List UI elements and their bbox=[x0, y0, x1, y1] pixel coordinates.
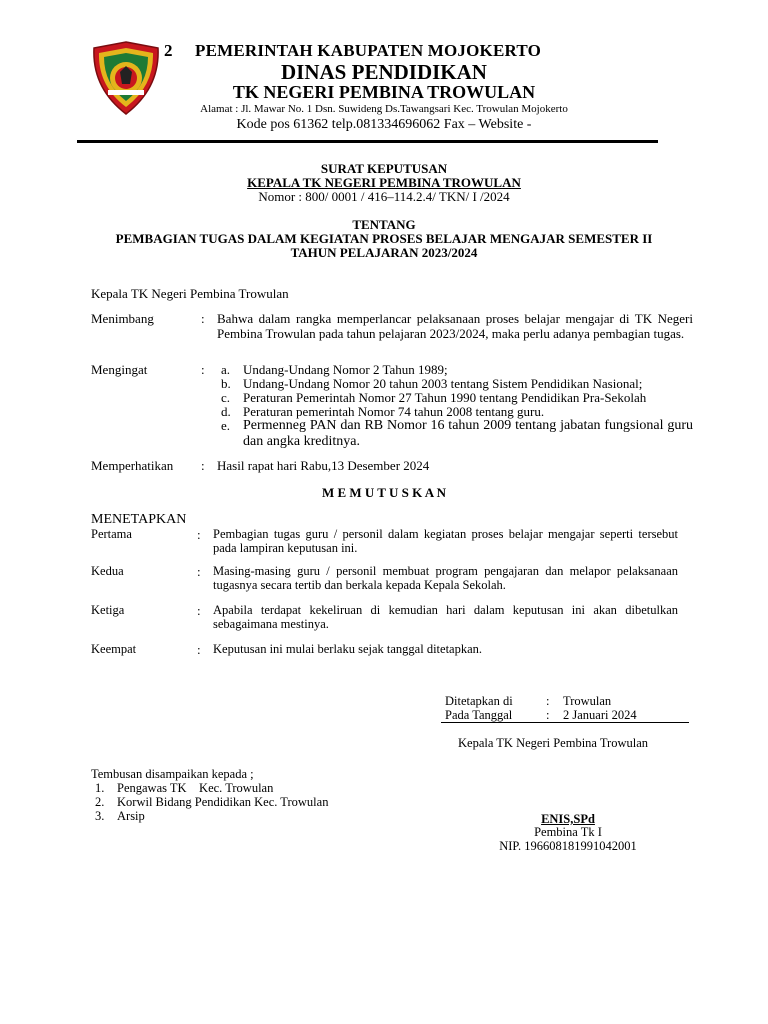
list-text: Arsip bbox=[117, 809, 145, 823]
list-marker: 2. bbox=[95, 795, 105, 809]
memperhatikan-text: Hasil rapat hari Rabu,13 Desember 2024 bbox=[217, 458, 430, 473]
decision-text: Keputusan ini mulai berlaku sejak tanggal ditetapkan. bbox=[213, 642, 483, 656]
list-text: Peraturan pemerintah Nomor 74 tahun 2008 tentang guru. bbox=[243, 404, 545, 419]
list-marker: c. bbox=[221, 390, 231, 405]
list-marker: b. bbox=[221, 376, 231, 391]
list-marker: d. bbox=[221, 404, 231, 419]
letterhead-department: DINAS PENDIDIKAN bbox=[281, 60, 487, 84]
decision-colon: : bbox=[197, 527, 201, 542]
menetapkan-label: MENETAPKAN bbox=[91, 512, 187, 527]
date-label: Pada Tanggal bbox=[445, 708, 513, 722]
menimbang-colon: : bbox=[201, 311, 205, 326]
decision-label: Keempat bbox=[91, 642, 137, 656]
place-value: Trowulan bbox=[563, 694, 612, 708]
list-text: Pengawas TK Kec. Trowulan bbox=[117, 781, 274, 795]
signer-title: Kepala TK Negeri Pembina Trowulan bbox=[458, 736, 649, 750]
enactment-divider bbox=[441, 722, 689, 723]
decision-label: Ketiga bbox=[91, 603, 125, 617]
place-colon: : bbox=[546, 694, 550, 708]
title-line1: SURAT KEPUTUSAN bbox=[320, 161, 448, 176]
list-text: Peraturan Pemerintah Nomor 27 Tahun 1990 tentang Pendidikan Pra-Sekolah bbox=[243, 390, 647, 405]
decision-colon: : bbox=[197, 564, 201, 579]
memperhatikan-label: Memperhatikan bbox=[91, 458, 174, 473]
decision-label: Pertama bbox=[91, 527, 132, 541]
letterhead-address: Alamat : Jl. Mawar No. 1 Dsn. Suwideng Ds.Tawangsari Kec. Trowulan Mojokerto bbox=[200, 103, 568, 115]
decision-text: Apabila terdapat kekeliruan di kemudian hari dalam keputusan ini akan dibetulkan sebagaimana mestinya. bbox=[213, 603, 678, 631]
signer-rank: Pembina Tk I bbox=[534, 825, 602, 839]
decision-label: Kedua bbox=[91, 564, 124, 578]
intro-line: Kepala TK Negeri Pembina Trowulan bbox=[91, 286, 289, 301]
list-text: Undang-Undang Nomor 2 Tahun 1989; bbox=[243, 362, 448, 377]
title-about: TENTANG bbox=[352, 217, 416, 232]
list-text: Korwil Bidang Pendidikan Kec. Trowulan bbox=[117, 795, 329, 809]
letterhead-contact: Kode pos 61362 telp.081334696062 Fax – Website - bbox=[236, 117, 532, 132]
letterhead-government: PEMERINTAH KABUPATEN MOJOKERTO bbox=[195, 41, 542, 60]
decision-colon: : bbox=[197, 603, 201, 618]
date-value: 2 Januari 2024 bbox=[563, 708, 637, 722]
memperhatikan-colon: : bbox=[201, 458, 205, 473]
list-text: Permenneg PAN dan RB Nomor 16 tahun 2009 tentang jabatan fungsional guru dan angka kreditnya. bbox=[243, 418, 693, 449]
list-marker: e. bbox=[221, 418, 231, 433]
mengingat-label: Mengingat bbox=[91, 362, 148, 377]
copies-heading: Tembusan disampaikan kepada ; bbox=[91, 767, 254, 781]
title-subject1: PEMBAGIAN TUGAS DALAM KEGIATAN PROSES BELAJAR MENGAJAR SEMESTER II bbox=[115, 231, 653, 246]
mengingat-colon: : bbox=[201, 362, 205, 377]
decision-text: Masing-masing guru / personil membuat program pengajaran dan melapor pelaksanaan tugasnya secara tertib dan berkala kepada Kepala Sekolah. bbox=[213, 564, 678, 592]
list-marker: a. bbox=[221, 362, 231, 377]
decision-text: Pembagian tugas guru / personil dalam kegiatan proses belajar mengajar seperti tersebut pada lampiran keputusan ini. bbox=[213, 527, 678, 555]
letterhead-school: TK NEGERI PEMBINA TROWULAN bbox=[232, 82, 536, 102]
date-colon: : bbox=[546, 708, 550, 722]
decision-colon: : bbox=[197, 642, 201, 657]
title-line2: KEPALA TK NEGERI PEMBINA TROWULAN bbox=[247, 175, 521, 190]
menimbang-text: Bahwa dalam rangka memperlancar pelaksanaan proses belajar mengajar di TK Negeri Pembina Trowulan pada tahun pelajaran 2023/2024, maka perlu adanya pembagian tugas. bbox=[217, 311, 693, 341]
list-text: Undang-Undang Nomor 20 tahun 2003 tentang Sistem Pendidikan Nasional; bbox=[243, 376, 643, 391]
memutuskan-heading: M E M U T U S K A N bbox=[321, 485, 447, 500]
list-marker: 1. bbox=[95, 781, 105, 795]
title-subject2: TAHUN PELAJARAN 2023/2024 bbox=[290, 245, 478, 260]
signer-nip: NIP. 196608181991042001 bbox=[499, 839, 637, 853]
letterhead-divider bbox=[77, 140, 658, 143]
stray-mark: 2 bbox=[164, 41, 173, 60]
menimbang-label: Menimbang bbox=[91, 311, 154, 326]
list-marker: 3. bbox=[95, 809, 105, 823]
place-label: Ditetapkan di bbox=[445, 694, 513, 708]
signer-name: ENIS,SPd bbox=[541, 812, 595, 826]
decree-number: Nomor : 800/ 0001 / 416–114.2.4/ TKN/ I /2024 bbox=[258, 189, 510, 204]
